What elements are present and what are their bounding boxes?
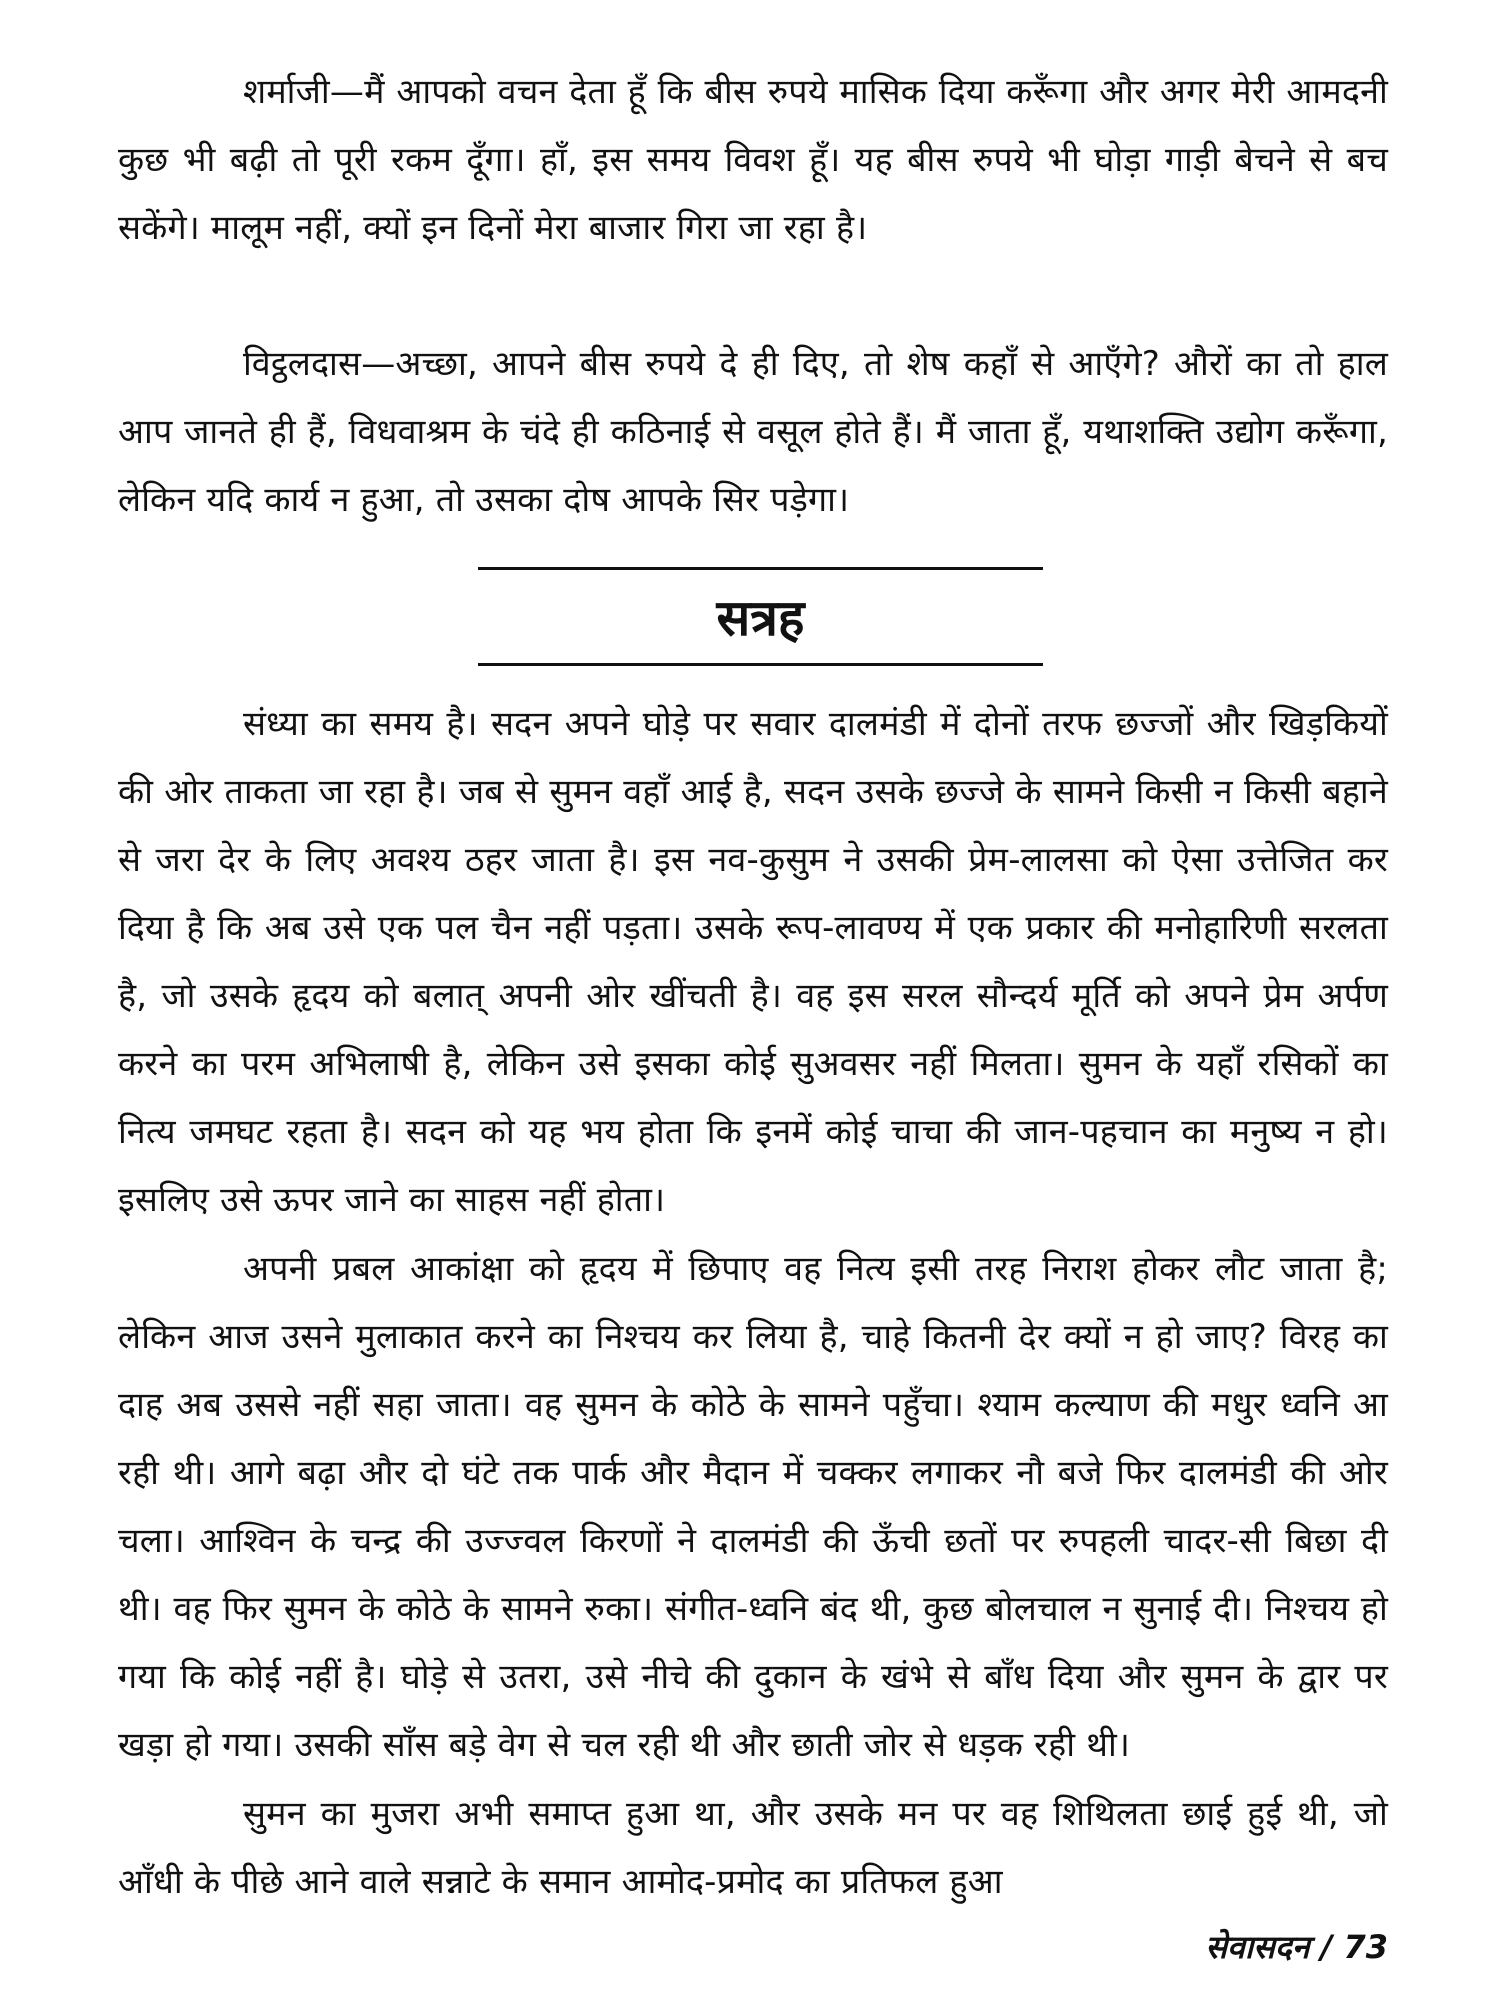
page-footer: सेवासदन / 73 (1205, 1928, 1388, 1966)
chapter-rule-top (478, 567, 1043, 570)
paragraph-evening-scene: संध्या का समय है। सदन अपने घोड़े पर सवार दालमंडी में दोनों तरफ छज्जों और खिड़कियों की ओर ताकता जा रहा है। जब से सुमन वहाँ आई है, सदन उसके छज्जे के सामने किसी न किसी बहाने से जरा देर के लिए अवश्य ठहर जाता है। इस नव-कुसुम ने उसकी प्रेम-लालसा को ऐसा उत्तेजित कर दिया है कि अब उसे एक पल चैन नहीं पड़ता। उसके रूप-लावण्य में एक प्रकार की मनोहारिणी सरलता है, जो उसके हृदय को बलात् अपनी ओर खींचती है। वह इस सरल सौन्दर्य मूर्ति को अपने प्रेम अर्पण करने का परम अभिलाषी है, लेकिन उसे इसका कोई सुअवसर नहीं मिलता। सुमन के यहाँ रसिकों का नित्य जमघट रहता है। सदन को यह भय होता कि इनमें कोई चाचा की जान-पहचान का मनुष्य न हो। इसलिए उसे ऊपर जाने का साहस नहीं होता। (118, 704, 1388, 1220)
chapter-title: सत्रह (716, 588, 805, 647)
chapter-rule-bottom (478, 663, 1043, 666)
paragraph-suman-mujra: सुमन का मुजरा अभी समाप्त हुआ था, और उसके मन पर वह शिथिलता छाई हुई थी, जो आँधी के पीछे आने वाले सन्नाटे के समान आमोद-प्रमोद का प्रतिफल हुआ (118, 1794, 1388, 1902)
paragraph-longing: अपनी प्रबल आकांक्षा को हृदय में छिपाए वह नित्य इसी तरह निराश होकर लौट जाता है; लेकिन आज उसने मुलाकात करने का निश्चय कर लिया है, चाहे कितनी देर क्यों न हो जाए? विरह का दाह अब उससे नहीं सहा जाता। वह सुमन के कोठे के सामने पहुँचा। श्याम कल्याण की मधुर ध्वनि आ रही थी। आगे बढ़ा और दो घंटे तक पार्क और मैदान में चक्कर लगाकर नौ बजे फिर दालमंडी की ओर चला। आश्विन के चन्द्र की उज्ज्वल किरणों ने दालमंडी की ऊँची छतों पर रुपहली चादर-सी बिछा दी थी। वह फिर सुमन के कोठे के सामने रुका। संगीत-ध्वनि बंद थी, कुछ बोलचाल न सुनाई दी। निश्चय हो गया कि कोई नहीं है। घोड़े से उतरा, उसे नीचे की दुकान के खंभे से बाँध दिया और सुमन के द्वार पर खड़ा हो गया। उसकी साँस बड़े वेग से चल रही थी और छाती जोर से धड़क रही थी। (118, 1249, 1388, 1765)
paragraph-vitthaldas-dialogue: विट्ठलदास—अच्छा, आपने बीस रुपये दे ही दिए, तो शेष कहाँ से आएँगे? औरों का तो हाल आप जानते ही हैं, विधवाश्रम के चंदे ही कठिनाई से वसूल होते हैं। मैं जाता हूँ, यथाशक्ति उद्योग करूँगा, लेकिन यदि कार्य न हुआ, तो उसका दोष आपके सिर पड़ेगा। (118, 344, 1388, 520)
paragraph-sharmaji-dialogue: शर्माजी—मैं आपको वचन देता हूँ कि बीस रुपये मासिक दिया करूँगा और अगर मेरी आमदनी कुछ भी बढ़ी तो पूरी रकम दूँगा। हाँ, इस समय विवश हूँ। यह बीस रुपये भी घोड़ा गाड़ी बेचने से बच सकेंगे। मालूम नहीं, क्यों इन दिनों मेरा बाजार गिरा जा रहा है। (118, 72, 1388, 248)
